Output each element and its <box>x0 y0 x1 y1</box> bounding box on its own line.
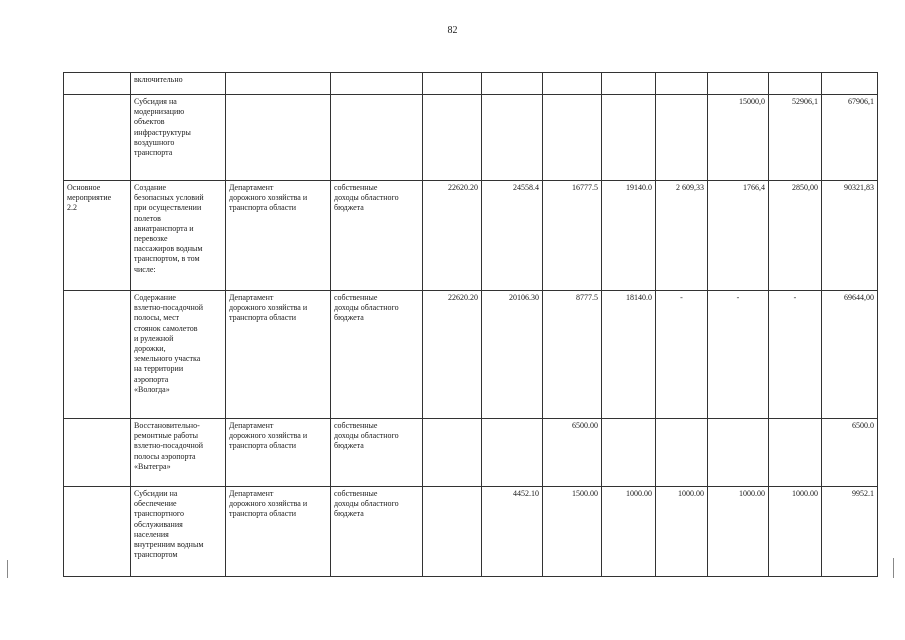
year-3-cell <box>543 73 602 95</box>
year-5-cell <box>656 95 708 181</box>
right-margin-mark <box>893 558 894 578</box>
year-7-cell <box>769 73 822 95</box>
total-cell <box>822 73 878 95</box>
table-row-measure-2-2 <box>64 181 878 291</box>
page-number: 82 <box>447 25 458 36</box>
funding-source-cell <box>331 95 423 181</box>
year-5-cell: 2 609,33 <box>656 181 708 291</box>
year-3-cell <box>543 95 602 181</box>
table-row-airport-subsidy <box>64 95 878 181</box>
left-margin-mark <box>7 560 8 578</box>
year-7-cell: 52906,1 <box>769 95 822 181</box>
year-2-cell: 4452.10 <box>482 487 543 577</box>
funding-source-cell <box>331 73 423 95</box>
year-4-cell <box>602 419 656 487</box>
funding-source-cell: собственные доходы областного бюджета <box>331 291 423 419</box>
year-2-cell <box>482 73 543 95</box>
table-row-runway-repair <box>64 419 878 487</box>
total-cell: 69644,00 <box>822 291 878 419</box>
year-4-cell <box>602 73 656 95</box>
year-4-cell: 19140.0 <box>602 181 656 291</box>
executor-cell: Департамент дорожного хозяйства и транспорта области <box>226 419 331 487</box>
funding-source-cell: собственные доходы областного бюджета <box>331 487 423 577</box>
description-cell: Субсидии на обеспечение транспортного обслуживания населения внутренним водным транспортом <box>131 487 226 577</box>
year-6-cell <box>708 73 769 95</box>
year-4-cell <box>602 95 656 181</box>
funding-source-cell: собственные доходы областного бюджета <box>331 181 423 291</box>
table-row-water-transport-subsidy <box>64 487 878 577</box>
event-cell <box>64 73 131 95</box>
year-7-cell <box>769 419 822 487</box>
budget-table <box>63 72 878 577</box>
year-2-cell: 20106.30 <box>482 291 543 419</box>
year-5-cell <box>656 419 708 487</box>
year-6-cell <box>708 419 769 487</box>
executor-cell <box>226 95 331 181</box>
year-5-cell: - <box>656 291 708 419</box>
executor-cell <box>226 73 331 95</box>
year-1-cell: 22620.20 <box>423 291 482 419</box>
total-cell: 90321,83 <box>822 181 878 291</box>
year-6-cell: 1766,4 <box>708 181 769 291</box>
year-2-cell <box>482 95 543 181</box>
year-7-cell: - <box>769 291 822 419</box>
year-6-cell: 15000,0 <box>708 95 769 181</box>
year-1-cell: 22620.20 <box>423 181 482 291</box>
event-cell: Основное мероприятие 2.2 <box>64 181 131 291</box>
executor-cell: Департамент дорожного хозяйства и транспорта области <box>226 291 331 419</box>
year-4-cell: 1000.00 <box>602 487 656 577</box>
total-cell: 6500.0 <box>822 419 878 487</box>
year-1-cell <box>423 73 482 95</box>
total-cell: 9952.1 <box>822 487 878 577</box>
year-4-cell: 18140.0 <box>602 291 656 419</box>
description-cell: включительно <box>131 73 226 95</box>
year-1-cell <box>423 95 482 181</box>
description-cell: Создание безопасных условий при осуществлении полетов авиатранспорта и перевозке пассажиров водным транспортом, в том числе: <box>131 181 226 291</box>
description-cell: Содержание взлетно-посадочной полосы, мест стоянок самолетов и рулежной дорожки, земельного участка на территории аэропорта «Вологда» <box>131 291 226 419</box>
year-3-cell: 1500.00 <box>543 487 602 577</box>
year-7-cell: 1000.00 <box>769 487 822 577</box>
description-cell: Восстановительно- ремонтные работы взлетно-посадочной полосы аэропорта «Вытегра» <box>131 419 226 487</box>
funding-source-cell: собственные доходы областного бюджета <box>331 419 423 487</box>
table-row-runway-maintenance <box>64 291 878 419</box>
table-row-continued <box>64 73 878 95</box>
event-cell <box>64 487 131 577</box>
executor-cell: Департамент дорожного хозяйства и транспорта области <box>226 181 331 291</box>
year-3-cell: 6500.00 <box>543 419 602 487</box>
year-3-cell: 16777.5 <box>543 181 602 291</box>
executor-cell: Департамент дорожного хозяйства и транспорта области <box>226 487 331 577</box>
year-2-cell: 24558.4 <box>482 181 543 291</box>
year-7-cell: 2850,00 <box>769 181 822 291</box>
year-6-cell: - <box>708 291 769 419</box>
year-1-cell <box>423 419 482 487</box>
year-3-cell: 8777.5 <box>543 291 602 419</box>
event-cell <box>64 95 131 181</box>
year-2-cell <box>482 419 543 487</box>
year-6-cell: 1000.00 <box>708 487 769 577</box>
year-5-cell <box>656 73 708 95</box>
event-cell <box>64 291 131 419</box>
event-cell <box>64 419 131 487</box>
year-5-cell: 1000.00 <box>656 487 708 577</box>
total-cell: 67906,1 <box>822 95 878 181</box>
year-1-cell <box>423 487 482 577</box>
description-cell: Субсидия на модернизацию объектов инфраструктуры воздушного транспорта <box>131 95 226 181</box>
